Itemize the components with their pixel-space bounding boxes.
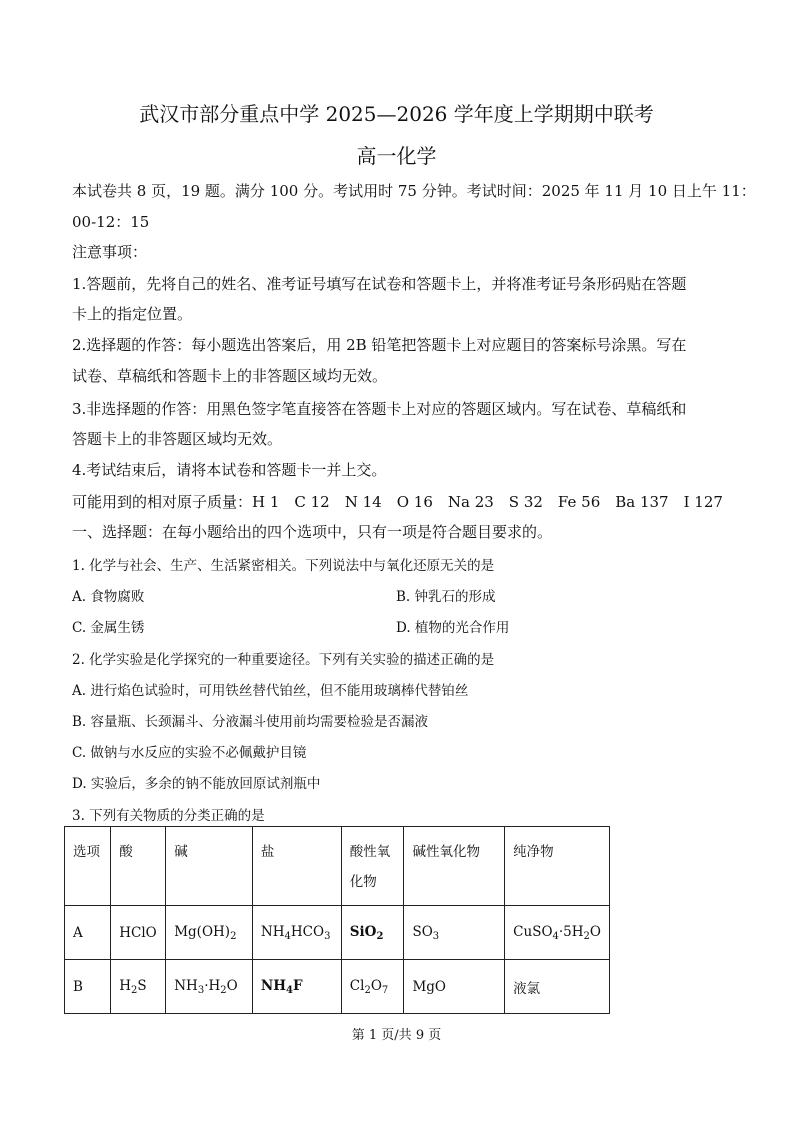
- row-a-acid: HClO: [111, 906, 166, 960]
- table-header-row: [65, 827, 610, 906]
- question-2-option-d: D. 实验后，多余的钠不能放回原试剂瓶中: [72, 776, 321, 792]
- header-basic-oxide: 碱性氧化物: [404, 827, 505, 906]
- row-b-salt: $NH_4F$: [252, 960, 341, 1014]
- page-number: 第 1 页/共 9 页: [351, 1028, 442, 1043]
- question-2-option-c: C. 做钠与水反应的实验不必佩戴护目镜: [72, 745, 307, 761]
- row-a-acidic-oxide: SiO$_2$: [341, 906, 404, 960]
- row-b-acid: $H_2S$: [111, 960, 166, 1014]
- header-pure-substance: 纯净物: [505, 827, 610, 906]
- header-option: 选项: [65, 827, 111, 906]
- question-2-option-b: B. 容量瓶、长颈漏斗、分液漏斗使用前均需要检验是否漏液: [72, 714, 429, 730]
- notice-2a: 2.选择题的作答：每小题选出答案后，用 2B 铅笔把答题卡上对应题目的答案标号涂黑。写在: [72, 336, 687, 354]
- notice-heading: 注意事项：: [72, 243, 148, 261]
- row-a-base: $Mg(OH)_2$: [166, 906, 253, 960]
- atomic-masses: 可能用到的相对原子质量：H 1 C 12 N 14 O 16 Na 23 S 32 Fe 56 Ba 137 I 127: [72, 493, 723, 511]
- classification-table: [64, 826, 610, 1014]
- notice-1a: 1.答题前，先将自己的姓名、准考证号填写在试卷和答题卡上，并将准考证号条形码贴在答题: [72, 275, 687, 293]
- table-row: [65, 960, 610, 1014]
- notice-2b: 试卷、草稿纸和答题卡上的非答题区域均无效。: [72, 367, 388, 385]
- question-3-stem: 3. 下列有关物质的分类正确的是: [72, 808, 265, 824]
- notice-3a: 3.非选择题的作答：用黑色签字笔直接答在答题卡上对应的答题区域内。写在试卷、草稿纸和: [72, 400, 687, 418]
- header-salt: 盐: [252, 827, 341, 906]
- question-1-option-a: A. 食物腐败: [72, 589, 145, 605]
- question-1-option-d: D. 植物的光合作用: [396, 620, 510, 636]
- row-a-pure-substance: $CuSO_4\cdot 5H_2O$: [505, 906, 610, 960]
- row-a-basic-oxide: $SO_3$: [404, 906, 505, 960]
- table-row: [65, 906, 610, 960]
- question-2-option-a: A. 进行焰色试验时，可用铁丝替代铂丝，但不能用玻璃棒代替铂丝: [72, 683, 469, 699]
- row-a-salt: $NH_4HCO_3$: [252, 906, 341, 960]
- question-1-stem: 1. 化学与社会、生产、生活紧密相关。下列说法中与氧化还原无关的是: [72, 558, 495, 574]
- row-b-basic-oxide: MgO: [404, 960, 505, 1014]
- question-2-stem: 2. 化学实验是化学探究的一种重要途径。下列有关实验的描述正确的是: [72, 652, 495, 668]
- header-base: 碱: [166, 827, 253, 906]
- header-acidic-oxide: 酸性氧化物: [341, 827, 404, 906]
- intro-line-2: 00-12：15: [72, 213, 150, 231]
- row-a-label: A: [65, 906, 111, 960]
- row-b-base: $NH_3\cdot H_2O$: [166, 960, 253, 1014]
- row-b-label: B: [65, 960, 111, 1014]
- row-b-acidic-oxide: $Cl_2O_7$: [341, 960, 404, 1014]
- notice-4: 4.考试结束后，请将本试卷和答题卡一并上交。: [72, 461, 387, 479]
- question-1-option-b: B. 钟乳石的形成: [396, 589, 496, 605]
- intro-line-1: 本试卷共 8 页，19 题。满分 100 分。考试用时 75 分钟。考试时间：2025 年 11 月 10 日上午 11：: [72, 182, 756, 200]
- notice-1b: 卡上的指定位置。: [72, 305, 193, 323]
- exam-subject: 高一化学: [356, 144, 437, 168]
- header-acid: 酸: [111, 827, 166, 906]
- exam-title: 武汉市部分重点中学 2025—2026 学年度上学期期中联考: [139, 102, 654, 126]
- notice-3b: 答题卡上的非答题区域均无效。: [72, 430, 283, 448]
- row-b-pure-substance: 液氯: [505, 960, 610, 1014]
- section-1-heading: 一、选择题：在每小题给出的四个选项中，只有一项是符合题目要求的。: [72, 523, 553, 541]
- question-1-option-c: C. 金属生锈: [72, 620, 145, 636]
